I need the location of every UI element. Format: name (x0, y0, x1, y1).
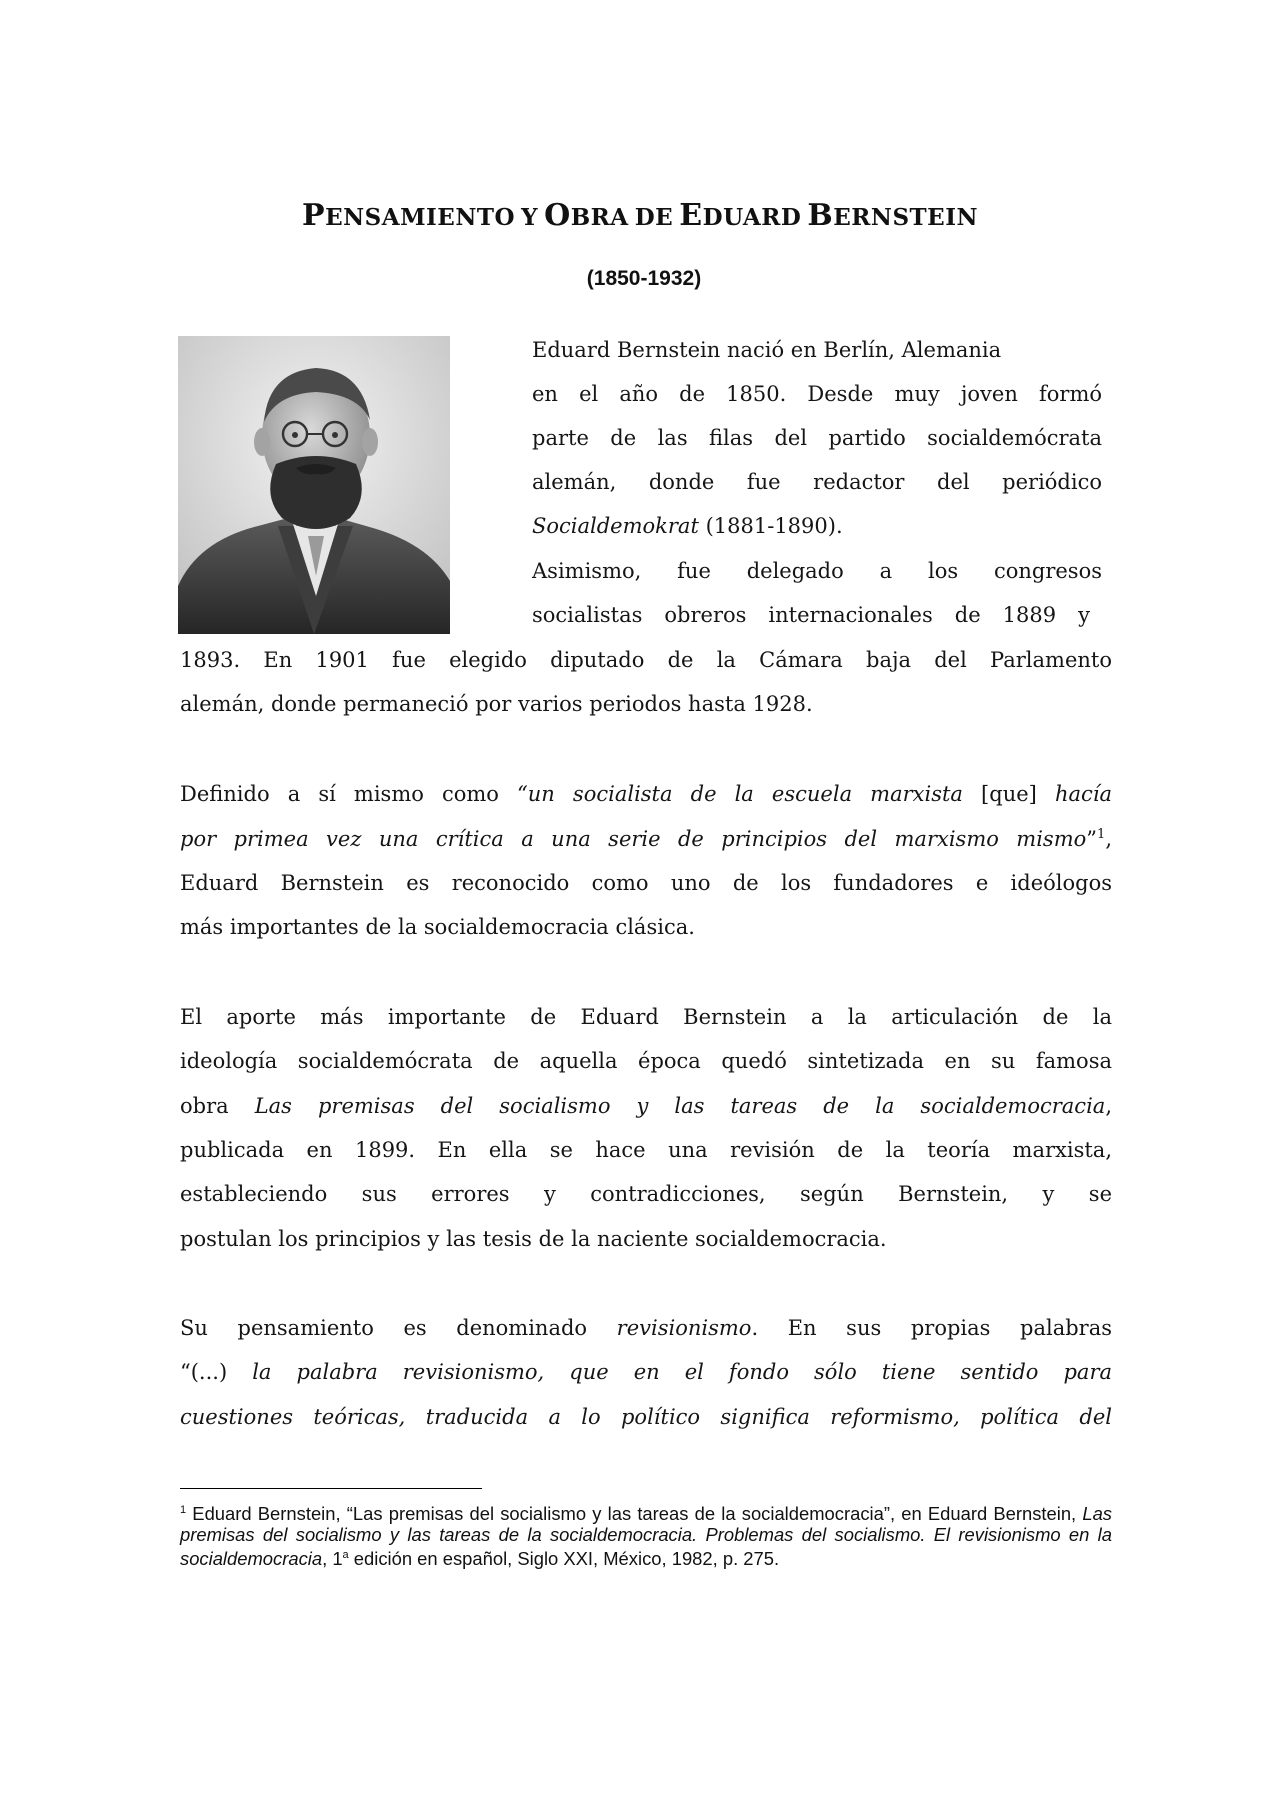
document-title: PENSAMIENTO Y OBRA DE EDUARD BERNSTEIN (302, 198, 978, 233)
para1-line-1: Eduard Bernstein nació en Berlín, Alemania (532, 338, 1002, 362)
para3-line-2: ideología socialdemócrata de aquella época quedó sintetizada en su famosa (180, 1049, 1112, 1073)
para1-line-7: socialistas obreros internacionales de 1889 y (532, 603, 1090, 627)
para4-line-1: Su pensamiento es denominado revisionismo. En sus propias palabras (180, 1316, 1112, 1340)
para4-line-3: cuestiones teóricas, traducida a lo político significa reformismo, política del (180, 1405, 1112, 1429)
para1-line-3: parte de las filas del partido socialdemócrata (532, 426, 1102, 450)
para1-line-6: Asimismo, fue delegado a los congresos (532, 559, 1102, 583)
para3-line-3: obra Las premisas del socialismo y las tareas de la socialdemocracia, (180, 1094, 1112, 1118)
para1-line-2: en el año de 1850. Desde muy joven formó (532, 382, 1102, 406)
para2-line-4: más importantes de la socialdemocracia clásica. (180, 915, 695, 939)
para1-line-5: Socialdemokrat (1881-1890). (532, 514, 843, 538)
footnote-number: 1 (180, 1504, 187, 1516)
document-dates: (1850-1932) (586, 267, 702, 290)
para4-line-2: “(...) la palabra revisionismo, que en el fondo sólo tiene sentido para (180, 1360, 1113, 1384)
para3-line-1: El aporte más importante de Eduard Bernstein a la articulación de la (180, 1005, 1112, 1029)
footnote-separator (180, 1488, 482, 1489)
para1-line-4: alemán, donde fue redactor del periódico (532, 470, 1102, 494)
footnote-ref[interactable]: 1 (1097, 827, 1106, 842)
para3-line-6: postulan los principios y las tesis de la naciente socialdemocracia. (180, 1227, 887, 1251)
para3-line-4: publicada en 1899. En ella se hace una revisión de la teoría marxista, (180, 1138, 1112, 1162)
para1-line-9: alemán, donde permaneció por varios periodos hasta 1928. (180, 692, 813, 716)
footnote: $^1$ Eduard Bernstein, “Las premisas del socialismo y las tareas de la socialdemocracia”, en Eduard Bernstein, Las premisas del socialismo y las tareas de la socialdemocracia. Problemas del socialismo. El revisionismo en la socialdemocracia, 1$^a$ edición en español, Siglo XXI, México, 1982, p. 275. (180, 1503, 1112, 1570)
portrait-photo (178, 336, 450, 634)
para1-line-8: 1893. En 1901 fue elegido diputado de la Cámara baja del Parlamento (180, 648, 1112, 672)
para2-line-1: Definido a sí mismo como “un socialista de la escuela marxista [que] hacía (180, 782, 1112, 806)
para2-line-3: Eduard Bernstein es reconocido como uno de los fundadores e ideólogos (180, 871, 1112, 895)
para3-line-5: estableciendo sus errores y contradicciones, según Bernstein, y se (180, 1182, 1112, 1206)
para2-line-2: por primea vez una crítica a una serie de principios del marxismo mismo”$^1$, (180, 827, 1112, 851)
